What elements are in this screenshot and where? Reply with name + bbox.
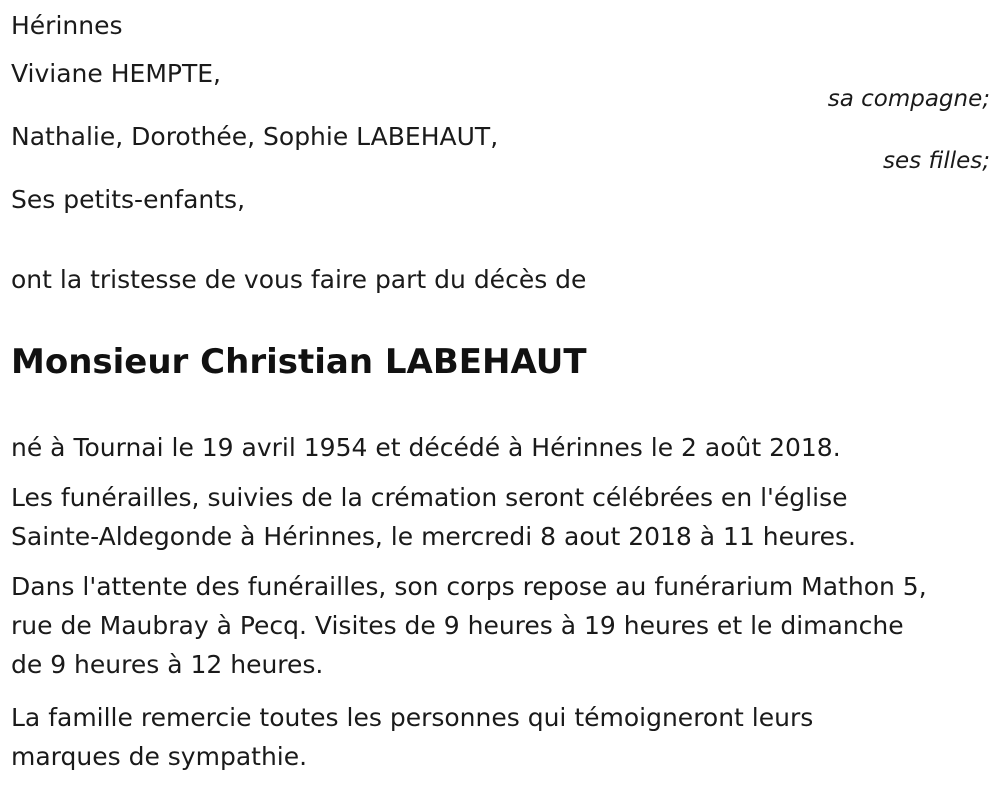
visitation-paragraph [11, 567, 996, 684]
visitation-line: rue de Maubray à Pecq. Visites de 9 heures à 19 heures et le dimanche [11, 611, 904, 640]
relation-daughters: ses filles; [883, 148, 990, 174]
thanks-line: La famille remercie toutes les personnes qui témoigneront leurs [11, 703, 814, 732]
family-member-grandchildren: Ses petits-enfants, [11, 185, 246, 214]
funeral-paragraph [11, 478, 996, 556]
birth-death-line: né à Tournai le 19 avril 1954 et décédé à Hérinnes le 2 août 2018. [11, 433, 841, 462]
funeral-line: Les funérailles, suivies de la crémation seront célébrées en l'église [11, 483, 848, 512]
relation-partner: sa compagne; [827, 86, 990, 112]
visitation-line: de 9 heures à 12 heures. [11, 650, 324, 679]
location-heading: Hérinnes [11, 11, 123, 40]
thanks-line: marques de sympathie. [11, 742, 308, 771]
visitation-line: Dans l'attente des funérailles, son corps repose au funérarium Mathon 5, [11, 572, 927, 601]
family-member-partner: Viviane HEMPTE, [11, 59, 221, 88]
announcement-intro: ont la tristesse de vous faire part du décès de [11, 265, 587, 294]
funeral-line: Sainte-Aldegonde à Hérinnes, le mercredi 8 aout 2018 à 11 heures. [11, 522, 856, 551]
deceased-name: Monsieur Christian LABEHAUT [11, 342, 587, 382]
thanks-paragraph [11, 698, 996, 776]
family-member-daughters: Nathalie, Dorothée, Sophie LABEHAUT, [11, 122, 499, 151]
